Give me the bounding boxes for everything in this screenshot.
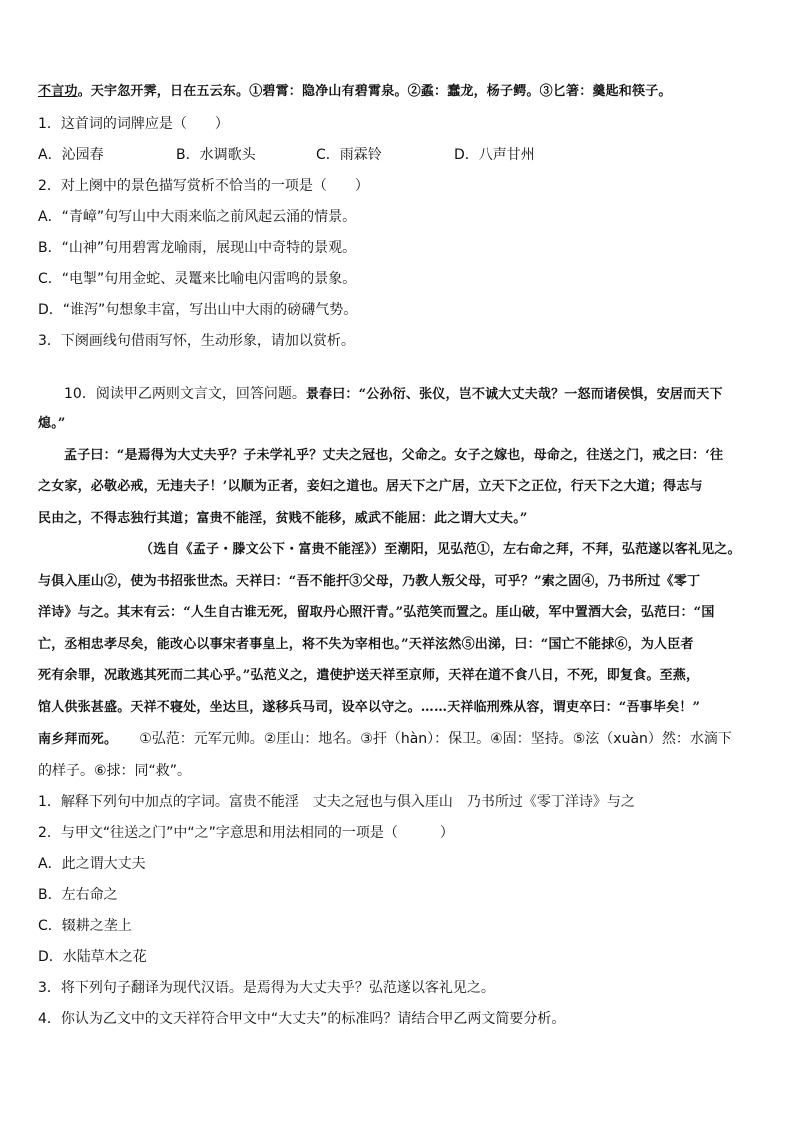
question-2-option-b: B．“山神”句用碧霄龙喻雨，展现山中奇特的景观。 — [38, 240, 357, 256]
passage-line: 亡，丞相忠孝尽矣，能改心以事宋者事皇上，将不失为宰相也。”天祥泫然⑤出涕，曰：“国亡不能捄⑥，为人臣者 — [38, 637, 694, 652]
option-b: B．水调歌头 — [176, 147, 256, 163]
question-10-2-option-a: A．此之谓大丈夫 — [38, 856, 146, 872]
question-10-intro — [64, 385, 758, 404]
question-10-2-option-d: D．水陆草木之花 — [38, 949, 147, 965]
question-10-1: 1．解释下列句中加点的字词。富贵不能淫 丈夫之冠也与俱入厓山 乃书所过《零丁洋诗》与之 — [38, 794, 635, 810]
question-10-2-option-b: B．左右命之 — [38, 887, 118, 903]
passage-line: 洋诗》与之。其末有云：“人生自古谁无死，留取丹心照汗青。”弘范笑而置之。厓山破，军中置酒大会，弘范曰：“国 — [38, 605, 715, 620]
question-1-options — [38, 146, 758, 164]
notes-text: ①弘范：元军元帅。②厓山：地名。③扞（hàn）：保卫。④固：坚持。⑤泫（xuàn）然：水滴下 — [139, 731, 732, 747]
question-10-lead: 10．阅读甲乙两则文言文，回答问题。 — [64, 386, 306, 402]
question-2-option-a: A．“青嶂”句写山中大雨来临之前风起云涌的情景。 — [38, 209, 357, 225]
notes-line — [38, 730, 758, 749]
notes-line-2: 的样子。⑥捄：同“救”。 — [38, 763, 192, 779]
passage-line: （选自《孟子・滕文公下・富贵不能淫》）至潮阳，见弘范①，左右命之拜，不拜，弘范遂以客礼见之。 — [140, 542, 741, 557]
question-3: 3．下阕画线句借雨写怀，生动形象，请加以赏析。 — [38, 333, 355, 349]
passage-line: 馆人供张甚盛。天祥不寝处，坐达旦，遂移兵马司，设卒以守之。……天祥临刑殊从容，谓吏卒曰：“吾事毕矣！” — [38, 700, 701, 715]
question-2-option-c: C．“电掣”句用金蛇、灵鼍来比喻电闪雷鸣的景象。 — [38, 271, 357, 287]
question-10-2: 2．与甲文“往送之门”中“之”字意思和用法相同的一项是（ ） — [38, 825, 454, 841]
passage-line: 民由之，不得志独行其道；富贵不能淫，贫贱不能移，威武不能屈：此之谓大丈夫。” — [38, 511, 528, 526]
option-c: C．雨霖铃 — [316, 147, 382, 163]
option-d: D．八声甘州 — [454, 147, 535, 163]
poem-notes-text: 。天宇忽开霁，日在五云东。①碧霄：隐净山有碧霄泉。②蟊：蠢龙，杨子鳄。③匕箸：羹匙和筷子。 — [77, 84, 672, 99]
passage-line: 死有余罪，况敢逃其死而二其心乎。”弘范义之，遣使护送天祥至京师，天祥在道不食八日，不死，即复食。至燕， — [38, 668, 700, 683]
question-10-3: 3．将下列句子翻译为现代汉语。是焉得为大丈夫乎？弘范遂以客礼见之。 — [38, 980, 495, 996]
question-1: 1．这首词的词牌应是（ ） — [38, 116, 229, 132]
question-2-option-d: D．“谁泻”句想象丰富，写出山中大雨的磅礴气势。 — [38, 302, 358, 318]
passage-line: 孟子曰：“是焉得为大丈夫乎？子未学礼乎？丈夫之冠也，父命之。女子之嫁也，母命之，往送之门，戒之曰：‘往 — [64, 448, 724, 463]
question-10-2-option-c: C．辍耕之垄上 — [38, 918, 132, 934]
question-2: 2．对上阕中的景色描写赏析不恰当的一项是（ ） — [38, 178, 369, 194]
passage-line: 与俱入厓山②，使为书招张世杰。天祥曰：“吾不能扞③父母，乃教人叛父母，可乎？”索之固④，乃书所过《零丁 — [38, 574, 701, 589]
passage-line: 景春曰：“公孙衍、张仪，岂不诚大丈夫哉？一怒而诸侯惧，安居而天下 — [305, 387, 723, 402]
underlined-text: 不言功 — [38, 84, 78, 99]
passage-line: 熄。” — [38, 416, 66, 431]
poem-notes-line — [38, 83, 758, 101]
passage-end: 南乡拜而死。 — [38, 732, 118, 747]
passage-line: 之女家，必敬必戒，无违夫子！’以顺为正者，妾妇之道也。居天下之广居，立天下之正位，行天下之大道；得志与 — [38, 479, 703, 494]
question-10-4: 4．你认为乙文中的文天祥符合甲文中“大丈夫”的标准吗？请结合甲乙两文简要分析。 — [38, 1011, 566, 1027]
option-a: A．沁园春 — [38, 147, 104, 163]
